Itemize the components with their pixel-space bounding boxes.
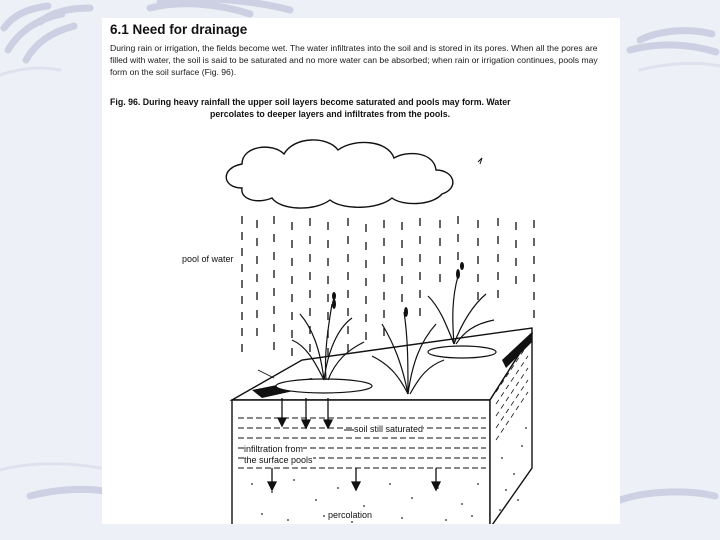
drainage-figure bbox=[102, 128, 620, 524]
drainage-illustration bbox=[102, 128, 620, 524]
label-pool-of-water: pool of water bbox=[182, 254, 234, 264]
document-page bbox=[102, 18, 620, 524]
figure-caption-label: Fig. 96. bbox=[110, 97, 141, 107]
label-infiltration-line2: the surface pools bbox=[244, 455, 313, 465]
section-heading: 6.1 Need for drainage bbox=[110, 22, 248, 37]
figure-caption-line1: During heavy rainfall the upper soil layers become saturated and pools may form. Water bbox=[142, 97, 511, 107]
figure-caption bbox=[110, 96, 615, 120]
label-percolation: percolation bbox=[328, 510, 373, 520]
label-soil-still-saturated: soil still saturated bbox=[354, 424, 424, 434]
figure-caption-line2: percolates to deeper layers and infiltrates from the pools. bbox=[210, 109, 451, 119]
label-infiltration-line1: infiltration from bbox=[244, 444, 304, 454]
pool-right bbox=[428, 346, 496, 358]
cloud-shape bbox=[226, 140, 453, 208]
intro-paragraph: During rain or irrigation, the fields become wet. The water infiltrates into the soil and is stored in its pores. When all the pores are filled with water, the soil is said to be saturated and no more water can be absorbed; when rain or irrigation continues, pools may form on the soil surface (Fig. 96). bbox=[110, 43, 598, 77]
pool-left bbox=[276, 379, 372, 393]
rice-grain-heads bbox=[332, 262, 464, 317]
